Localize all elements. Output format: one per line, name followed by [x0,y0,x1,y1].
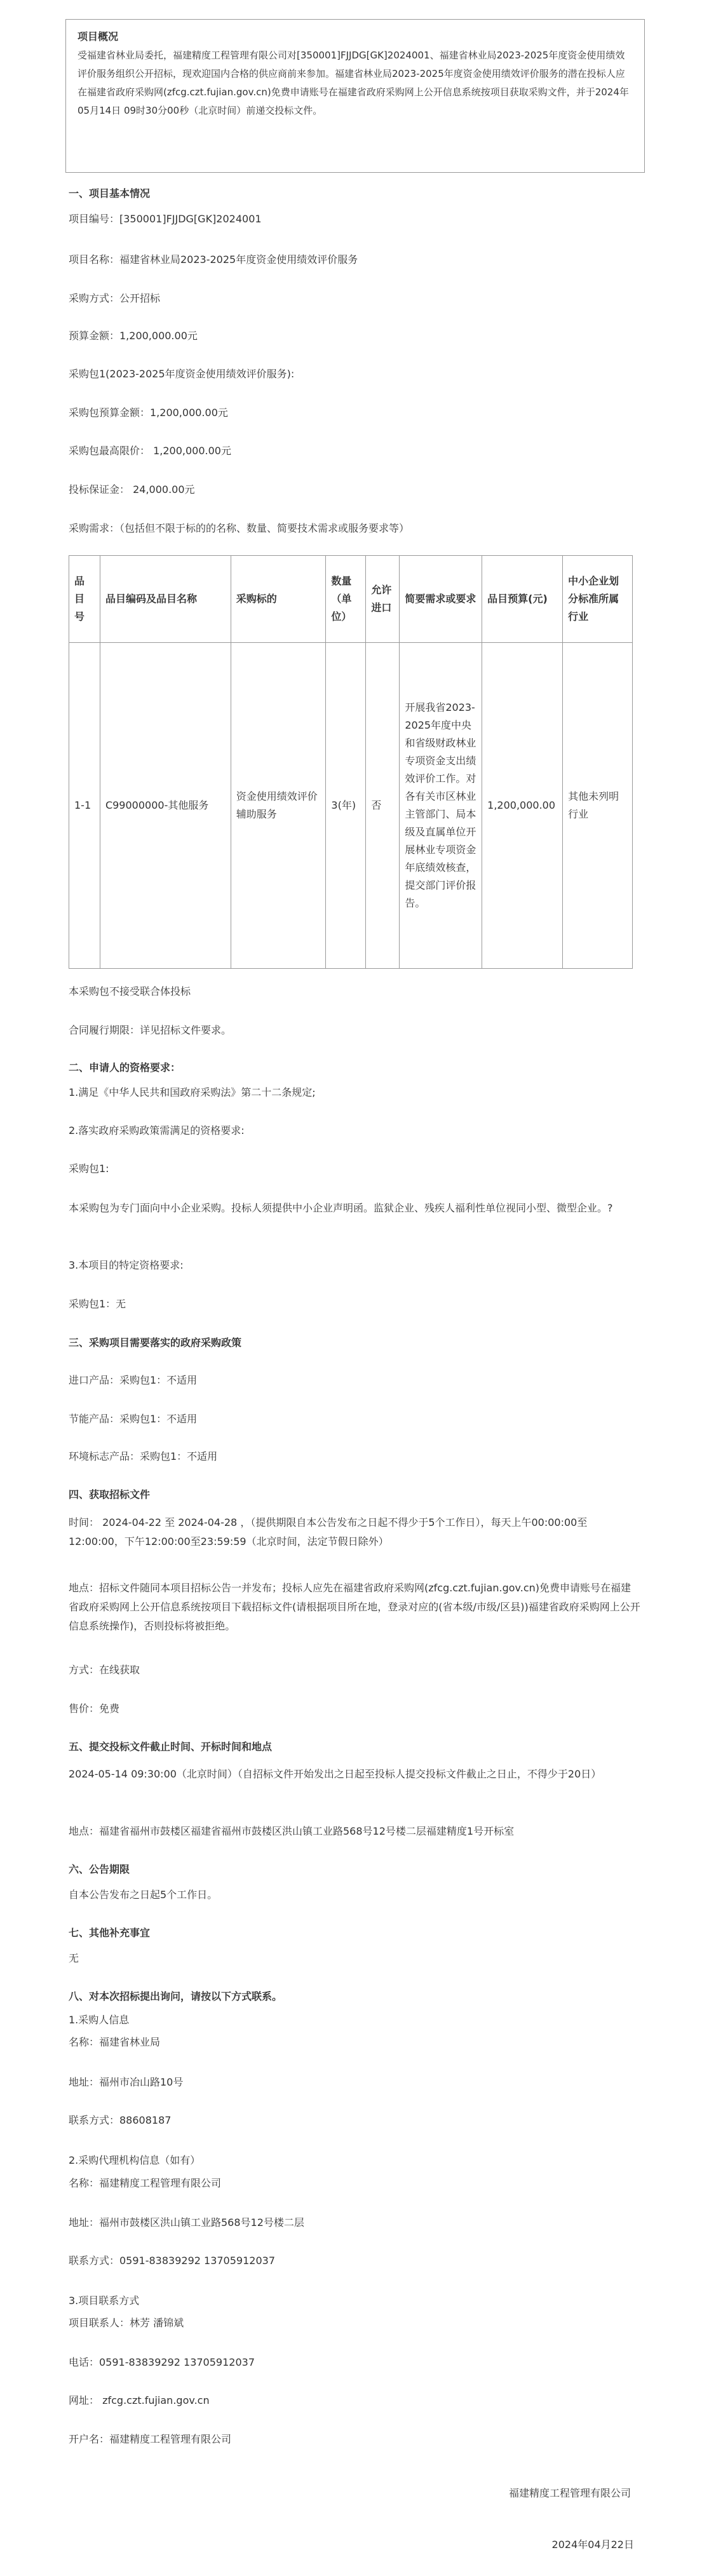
signature-company: 福建精度工程管理有限公司 [508,2487,631,2499]
sme-requirement: 本采购包为专门面向中小企业采购。投标人须提供中小企业声明函。监狱企业、残疾人福利性单位视同小型、微型企业。? [69,1202,613,1214]
package-max-price: 采购包最高限价： 1,200,000.00元 [69,445,231,457]
table-cell: 1-1 [69,643,100,969]
overview-text: 受福建省林业局委托，福建精度工程管理有限公司对[350001]FJJDG[GK]2024001、福建省林业局2023-2025年度资金使用绩效评价服务组织公开招标，现欢迎国内合格的供应商前来参加。福建省林业局2023-2025年度资金使用绩效评价服务的潜在投标人应在福建省政府采购网(zfcg.czt.fujian.gov.cn)免费申请账号在福建省政府采购网上公开信息系统按项目获取采购文件，并于2024年05月14日 09时30分00秒（北京时间）前递交投标文件。 [78,50,629,116]
qualification-item-1: 1.满足《中华人民共和国政府采购法》第二十二条规定; [69,1086,316,1098]
project-number: 项目编号：[350001]FJJDG[GK]2024001 [69,213,262,225]
procurement-method: 采购方式：公开招标 [69,292,161,304]
section2-heading: 二、申请人的资格要求： [69,1062,181,1074]
overview-box [65,19,645,173]
table-header-row [69,556,633,643]
contract-period: 合同履行期限：详见招标文件要求。 [69,1024,232,1036]
table-cell: 资金使用绩效评价辅助服务 [231,643,326,969]
table-header-cell: 中小企业划分标准所属行业 [563,556,633,643]
table-header-cell: 允许进口 [366,556,400,643]
section8-heading: 八、对本次招标提出询问，请按以下方式联系。 [69,1990,283,2002]
project-name: 项目名称：福建省林业局2023-2025年度资金使用绩效评价服务 [69,253,358,266]
table-cell: 否 [366,643,400,969]
section5-heading: 五、提交投标文件截止时间、开标时间和地点 [69,1741,273,1753]
other-matters: 无 [69,1952,79,1964]
obtain-price: 售价：免费 [69,1703,120,1715]
agency-address: 地址：福州市鼓楼区洪山镇工业路568号12号楼二层 [69,2216,304,2229]
procurement-requirement: 采购需求：（包括但不限于标的的名称、数量、简要技术需求或服务要求等） [69,522,410,534]
no-consortium-note: 本采购包不接受联合体投标 [69,985,191,997]
agency-contact: 联系方式：0591-83839292 13705912037 [69,2255,275,2267]
policy-import: 进口产品：采购包1：不适用 [69,1374,198,1386]
qualification-package-1: 采购包1: [69,1163,109,1175]
obtain-time: 时间： 2024-04-22 至 2024-04-28 ，（提供期限自本公告发布之日起不得少于5个工作日），每天上午00:00:00至12:00:00，下午12:00:00至23:59:59（北京时间，法定节假日除外） [69,1516,588,1548]
qualification-item-2: 2.落实政府采购政策需满足的资格要求: [69,1124,245,1136]
bid-deposit: 投标保证金： 24,000.00元 [69,483,195,496]
table-header-cell: 品目预算(元) [482,556,563,643]
obtain-method: 方式：在线获取 [69,1664,140,1676]
procurement-table [69,555,633,969]
obtain-place: 地点：招标文件随同本项目招标公告一并发布；投标人应先在福建省政府采购网(zfcg.czt.fujian.gov.cn)免费申请账号在福建省政府采购网上公开信息系统按项目下载招标文件(请根据项目所在地，登录对应的(省本级/市级/区县))福建省政府采购网上公开信息系统操作)，否则投标将被拒绝。 [69,1582,640,1632]
opening-place: 地点：福建省福州市鼓楼区福建省福州市鼓楼区洪山镇工业路568号12号楼二层福建精度1号开标室 [69,1825,515,1837]
project-contact-title: 3.项目联系方式 [69,2295,140,2307]
table-cell: C99000000-其他服务 [100,643,231,969]
table-cell: 开展我省2023-2025年度中央和省级财政林业专项资金支出绩效评价工作。对各有关市区林业主管部门、局本级及直属单位开展林业专项资金年底绩效核查，提交部门评价报告。 [400,643,482,969]
agency-info-title: 2.采购代理机构信息（如有） [69,2154,201,2166]
table-header-cell: 简要需求或要求 [400,556,482,643]
buyer-contact: 联系方式：88608187 [69,2114,172,2126]
table-header-cell: 品目号 [69,556,100,643]
buyer-name: 名称：福建省林业局 [69,2036,161,2048]
agency-name: 名称：福建精度工程管理有限公司 [69,2177,222,2189]
budget-amount: 预算金额：1,200,000.00元 [69,330,198,342]
project-phone: 电话：0591-83839292 13705912037 [69,2356,255,2368]
buyer-info-title: 1.采购人信息 [69,2014,130,2026]
table-cell: 3(年) [326,643,366,969]
signature-date: 2024年04月22日 [551,2539,634,2551]
table-header-cell: 数量（单位） [326,556,366,643]
section6-heading: 六、公告期限 [69,1863,130,1875]
section3-heading: 三、采购项目需要落实的政府采购政策 [69,1337,242,1349]
account-name: 开户名：福建精度工程管理有限公司 [69,2433,232,2445]
qualification-item-3: 3.本项目的特定资格要求: [69,1259,184,1271]
project-contact-person: 项目联系人：林芳 潘锦斌 [69,2317,184,2329]
overview-title: 项目概况 [78,30,119,43]
table-header-cell: 采购标的 [231,556,326,643]
package-budget: 采购包预算金额：1,200,000.00元 [69,407,228,419]
buyer-address: 地址：福州市冶山路10号 [69,2076,184,2088]
announcement-period: 自本公告发布之日起5个工作日。 [69,1889,218,1901]
table-cell: 其他未列明行业 [563,643,633,969]
project-website: 网址： zfcg.czt.fujian.gov.cn [69,2394,210,2406]
deadline-time: 2024-05-14 09:30:00（北京时间）（自招标文件开始发出之日起至投标人提交投标文件截止之日止，不得少于20日） [69,1768,602,1780]
policy-environment: 环境标志产品：采购包1：不适用 [69,1450,218,1462]
table-cell: 1,200,000.00 [482,643,563,969]
table-header-cell: 品目编码及品目名称 [100,556,231,643]
qualification-package-1-none: 采购包1：无 [69,1298,126,1310]
section7-heading: 七、其他补充事宜 [69,1927,151,1939]
package-title: 采购包1(2023-2025年度资金使用绩效评价服务): [69,368,295,380]
section4-heading: 四、获取招标文件 [69,1488,151,1500]
policy-energy: 节能产品：采购包1：不适用 [69,1413,198,1425]
section1-heading: 一、项目基本情况 [69,187,151,199]
table-row [69,643,633,969]
